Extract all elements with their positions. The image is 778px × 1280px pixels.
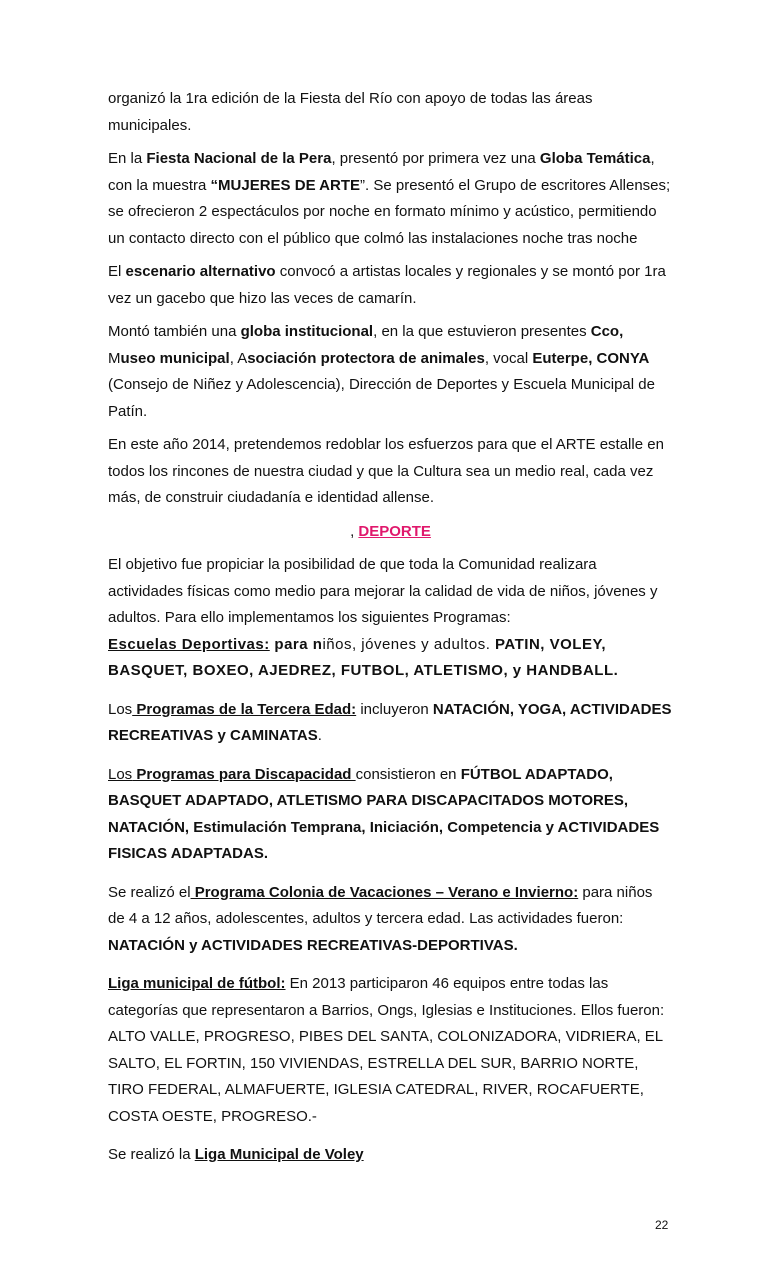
paragraph-fiesta-del-rio: organizó la 1ra edición de la Fiesta del Río con apoyo de todas las áreas municipales. bbox=[108, 90, 593, 134]
paragraph-discapacidad: Los Programas para Discapacidad consistieron en FÚTBOL ADAPTADO, BASQUET ADAPTADO, ATLETISMO PARA DISCAPACITADOS MOTORES, NATACIÓN, Estimulación Temprana, Iniciación, Competencia y ACTIVIDADES FISICAS ADAPTADAS. bbox=[108, 765, 660, 862]
page-number: 22 bbox=[655, 1218, 669, 1232]
paragraph-globa-institucional: Montó también una globa institucional, en la que estuvieron presentes Cco, Museo municipal, Asociación protectora de animales, vocal Euterpe, CONYA (Consejo de Niñez y Adolescencia), Dirección de Deportes y Escuela Municipal de Patín. bbox=[108, 323, 655, 420]
paragraph-escenario-alternativo: El escenario alternativo convocó a artistas locales y regionales y se montó por 1ra vez un gacebo que hizo las veces de camarín. bbox=[108, 263, 666, 307]
section-heading-deporte: , DEPORTE bbox=[350, 522, 431, 540]
paragraph-liga-futbol: Liga municipal de fútbol: En 2013 participaron 46 equipos entre todas las categorías que representaron a Barrios, Ongs, Iglesias e Instituciones. Ellos fueron: ALTO VALLE, PROGRESO, PIBES DEL SANTA, COLONIZADORA, VIDRIERA, EL SALTO, EL FORTIN, 150 VIVIENDAS, ESTRELLA DEL SUR, BARRIO NORTE, TIRO FEDERAL, ALMAFUERTE, IGLESIA CATEDRAL, RIVER, ROCAFUERTE, COSTA OESTE, PROGRESO.- bbox=[108, 975, 665, 1125]
paragraph-liga-voley: Se realizó la Liga Municipal de Voley bbox=[108, 1146, 364, 1163]
paragraph-objetivo-2014: En este año 2014, pretendemos redoblar los esfuerzos para que el ARTE estalle en todos los rincones de nuestra ciudad y que la Cultura sea un medio real, cada vez más, de construir ciudadanía e identidad allense. bbox=[108, 436, 664, 506]
paragraph-escuelas-deportivas: Escuelas Deportivas: para niños, jóvenes y adultos. PATIN, VOLEY, BASQUET, BOXEO, AJEDREZ, FUTBOL, ATLETISMO, y HANDBALL. bbox=[108, 635, 619, 679]
section-title: DEPORTE bbox=[358, 522, 431, 540]
paragraph-colonia-vacaciones: Se realizó el Programa Colonia de Vacaciones – Verano e Invierno: para niños de 4 a 12 años, adolescentes, adultos y tercera edad. Las actividades fueron: NATACIÓN y ACTIVIDADES RECREATIVAS-DEPORTIVAS. bbox=[108, 883, 653, 954]
paragraph-tercera-edad: Los Programas de la Tercera Edad: incluyeron NATACIÓN, YOGA, ACTIVIDADES RECREATIVAS y CAMINATAS. bbox=[108, 700, 672, 744]
document-body bbox=[108, 86, 673, 1176]
paragraph-objetivo-deporte: El objetivo fue propiciar la posibilidad de que toda la Comunidad realizara actividades físicas como medio para mejorar la calidad de vida de niños, jóvenes y adultos. Para ello implementamos los siguientes Programas: bbox=[108, 556, 658, 626]
paragraph-fiesta-pera: En la Fiesta Nacional de la Pera, presentó por primera vez una Globa Temática, con la muestra “MUJERES DE ARTE”. Se presentó el Grupo de escritores Allenses; se ofrecieron 2 espectáculos por noche en formato mínimo y acústico, permitiendo un contacto directo con el público que colmó las instalaciones noche tras noche bbox=[108, 150, 671, 247]
